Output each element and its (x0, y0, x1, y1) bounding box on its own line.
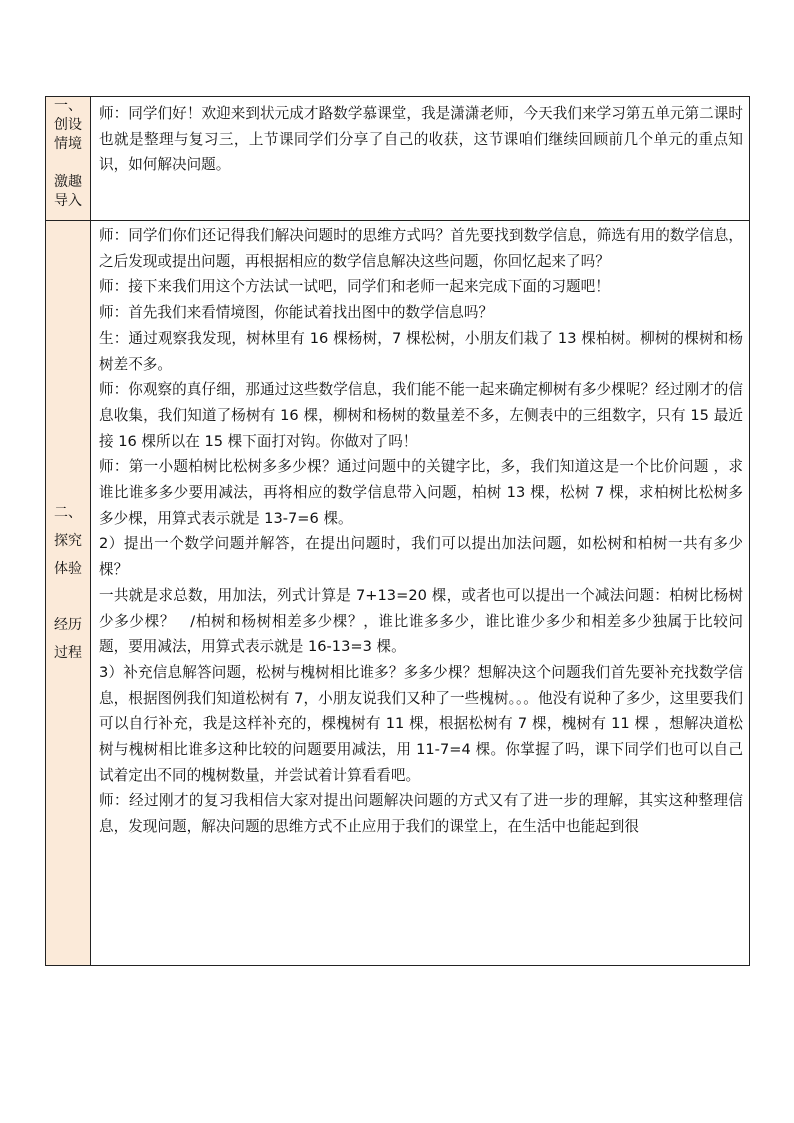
section-label-line: 经历 (54, 617, 82, 633)
paragraph: 师：你观察的真仔细，那通过这些数学信息，我们能不能一起来确定柳树有多少棵呢？经过刚才的信息收集，我们知道了杨树有 16 棵，柳树和杨树的数量差不多，左侧表中的三组数字，只有 15 最近接 16 棵所以在 15 棵下面打对钩。你做对了吗！ (99, 381, 743, 450)
paragraph: 师：接下来我们用这个方法试一试吧，同学们和老师一起来完成下面的习题吧！ (99, 278, 610, 296)
paragraph: 师：同学们好！欢迎来到状元成才路数学慕课堂，我是潇潇老师，今天我们来学习第五单元第二课时也就是整理与复习三，上节课同学们分享了自己的收获，这节课咱们继续回顾前几个单元的重点知识，如何解决问题。 (99, 105, 743, 174)
section-label-line: 过程 (54, 645, 82, 661)
paragraph: 一共就是求总数，用加法，列式计算是 7+13=20 棵，或者也可以提出一个减法问题：柏树比杨树少多少棵？ /柏树和杨树相差多少棵？，谁比谁多多少，谁比谁少多少和相差多少独属于比较问题，要用减法，用算式表示就是 16-13=3 棵。 (99, 586, 743, 656)
section-label-line: 情境 (54, 136, 82, 152)
paragraph: 3）补充信息解答问题，松树与槐树相比谁多？多多少棵？想解决这个问题我们首先要补充找数学信息，根据图例我们知道松树有 7，小朋友说我们又种了一些槐树。。。他没有说种了多少，这里要我们可以自行补充，我是这样补充的，棵槐树有 11 棵，根据松树有 7 棵，槐树有 11 棵 ，想解决道松树与槐树相比谁多这种比较的问题要用减法，用 11-7=4 棵。你掌握了吗，课下同学们也可以自己试着定出不同的槐树数量，并尝试着计算看看吧。 (99, 663, 743, 784)
section-content-cell (91, 97, 750, 221)
paragraph: 生：通过观察我发现，树林里有 16 棵杨树，7 棵松树，小朋友们栽了 13 棵柏树。柳树的棵树和杨树差不多。 (99, 329, 743, 373)
paragraph: 师：经过刚才的复习我相信大家对提出问题解决问题的方式又有了进一步的理解，其实这种整理信息，发现问题，解决问题的思维方式不止应用于我们的课堂上，在生活中也能起到很 (99, 792, 743, 836)
section-label-line (46, 583, 90, 611)
section-label-cell (46, 221, 91, 966)
lesson-plan-table (45, 96, 750, 966)
section-label-line: 探究 (54, 533, 82, 549)
table-row (46, 97, 750, 221)
section-label-line: 体验 (54, 561, 82, 577)
paragraph: 师：第一小题柏树比松树多多少棵？通过问题中的关键字比，多，我们知道这是一个比价问题 ，求谁比谁多多少要用减法，再将相应的数学信息带入问题，柏树 13 棵，松树 7 棵，求柏树比松树多多少棵，用算式表示就是 13-7=6 棵。 (99, 458, 743, 527)
section-label-line: 导入 (54, 193, 82, 209)
section-content-cell (91, 221, 750, 966)
paragraph: 2）提出一个数学问题并解答，在提出问题时，我们可以提出加法问题，如松树和柏树一共有多少棵？ (99, 535, 743, 579)
section-label-line: 一、 (54, 98, 82, 114)
section-label-cell (46, 97, 91, 221)
paragraph: 师：首先我们来看情境图，你能试着找出图中的数学信息吗？ (99, 304, 494, 322)
section-label-line (46, 154, 90, 173)
section-label-line: 二、 (54, 505, 82, 521)
paragraph: 师：同学们你们还记得我们解决问题时的思维方式吗？首先要找到数学信息，筛选有用的数学信息，之后发现或提出问题，再根据相应的数学信息解决这些问题，你回忆起来了吗？ (99, 227, 743, 270)
section-label-line: 创设 (54, 117, 82, 133)
table-row (46, 221, 750, 966)
section-label-line: 激趣 (54, 174, 82, 190)
